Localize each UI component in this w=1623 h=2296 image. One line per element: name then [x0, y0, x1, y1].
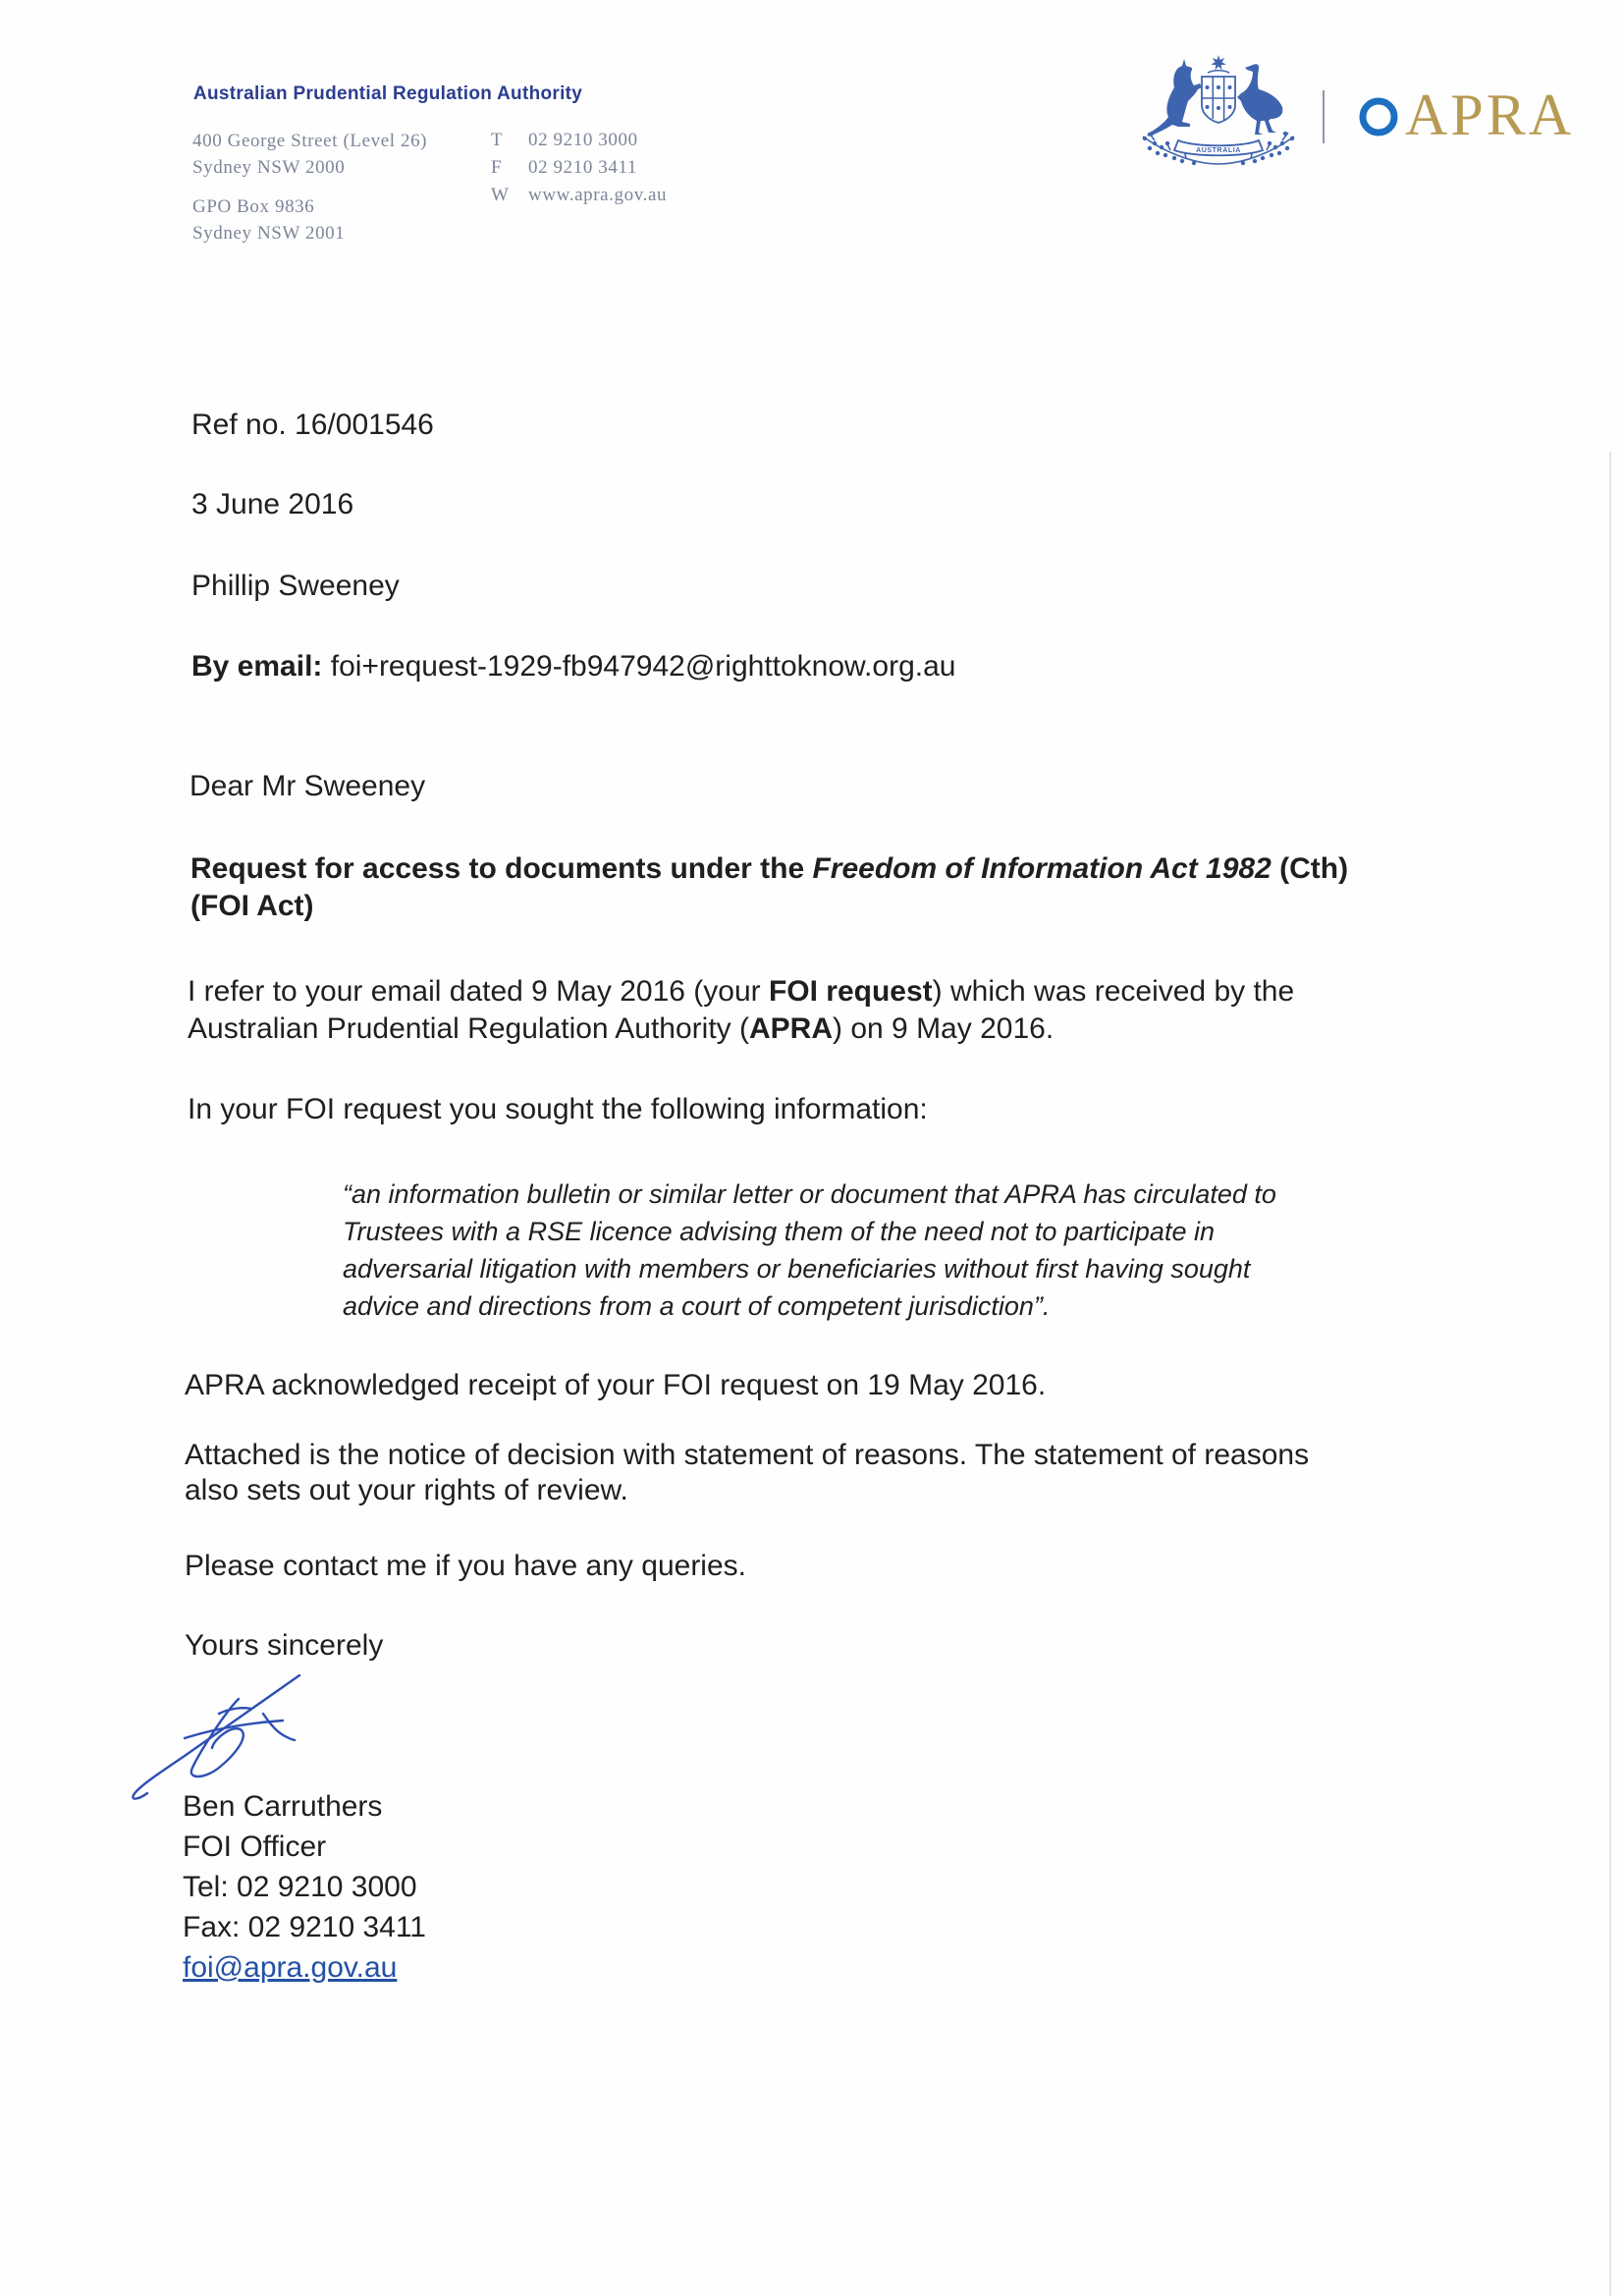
recipient-name: Phillip Sweeney	[191, 570, 400, 602]
quote-line: “an information bulletin or similar letter or document that APRA has circulated to	[343, 1179, 1276, 1209]
subject-act-title: Freedom of Information Act 1982	[812, 852, 1271, 885]
signatory-email-link[interactable]: foi@apra.gov.au	[183, 1951, 398, 1984]
paragraph-attachment	[185, 1438, 1309, 1508]
letterhead-divider	[1323, 90, 1325, 143]
street-address-line: Sydney NSW 2000	[192, 157, 346, 178]
letter-date: 3 June 2016	[191, 488, 354, 520]
contact-label: T	[491, 130, 504, 150]
email-label: By email:	[191, 650, 323, 683]
postal-address	[192, 193, 345, 246]
contact-value: 02 9210 3411	[528, 157, 637, 178]
paragraph-acknowledgement: APRA acknowledged receipt of your FOI request on 19 May 2016.	[185, 1369, 1047, 1401]
scan-edge-line	[1609, 452, 1611, 2296]
subject-suffix: (Cth)	[1271, 852, 1349, 885]
defined-term-foi-request: FOI request	[768, 975, 933, 1008]
signatory-fax: Fax: 02 9210 3411	[183, 1911, 426, 1943]
paragraph-request-receipt	[188, 973, 1294, 1048]
paragraph-text: Australian Prudential Regulation Authority (	[188, 1012, 749, 1045]
crest-banner-text: AUSTRALIA	[1196, 147, 1241, 154]
letterhead-org-name: Australian Prudential Regulation Authority	[193, 83, 583, 104]
coat-of-arms-icon	[1135, 54, 1302, 167]
contact-label: W	[491, 185, 510, 205]
paragraph-text: ) on 9 May 2016.	[833, 1012, 1055, 1045]
paragraph-request-sought: In your FOI request you sought the following information:	[188, 1093, 928, 1125]
recipient-email-line	[191, 648, 955, 685]
contact-label: F	[491, 157, 503, 178]
recipient-email: foi+request-1929-fb947942@righttoknow.org.au	[330, 650, 956, 683]
signatory-telephone: Tel: 02 9210 3000	[183, 1871, 417, 1903]
contact-website	[491, 182, 667, 209]
closing: Yours sincerely	[185, 1629, 384, 1662]
quoted-request	[343, 1175, 1276, 1325]
subject-heading	[190, 850, 1348, 925]
paragraph-text: I refer to your email dated 9 May 2016 (your	[188, 975, 769, 1008]
subject-short-title: (FOI Act)	[190, 890, 314, 922]
paragraph-contact-request: Please contact me if you have any queries.	[185, 1550, 746, 1582]
signatory-name: Ben Carruthers	[183, 1790, 383, 1823]
quote-line: adversarial litigation with members or beneficiaries without first having sought	[343, 1254, 1251, 1284]
apra-ring-icon	[1356, 94, 1401, 139]
paragraph-text: ) which was received by the	[932, 975, 1295, 1008]
contact-fax	[491, 154, 667, 182]
street-address	[192, 128, 427, 181]
reference-number: Ref no. 16/001546	[191, 409, 434, 441]
subject-prefix: Request for access to documents under the	[190, 852, 813, 885]
apra-logo-text: APRA	[1405, 82, 1575, 147]
paragraph-line: Attached is the notice of decision with statement of reasons. The statement of reasons	[185, 1439, 1310, 1471]
postal-address-line: Sydney NSW 2001	[192, 223, 346, 244]
paragraph-line: also sets out your rights of review.	[185, 1474, 628, 1506]
salutation: Dear Mr Sweeney	[189, 770, 426, 802]
defined-term-apra: APRA	[749, 1012, 834, 1045]
signatory-block	[183, 1786, 426, 1988]
contact-value: 02 9210 3000	[528, 130, 638, 150]
contact-telephone	[491, 127, 667, 154]
quote-line: advice and directions from a court of competent jurisdiction”.	[343, 1291, 1051, 1321]
postal-address-line: GPO Box 9836	[192, 196, 315, 217]
contact-value: www.apra.gov.au	[528, 185, 668, 205]
street-address-line: 400 George Street (Level 26)	[192, 131, 428, 151]
letterhead-contacts	[491, 127, 667, 209]
quote-line: Trustees with a RSE licence advising them of the need not to participate in	[343, 1217, 1215, 1246]
signatory-title: FOI Officer	[183, 1831, 327, 1863]
